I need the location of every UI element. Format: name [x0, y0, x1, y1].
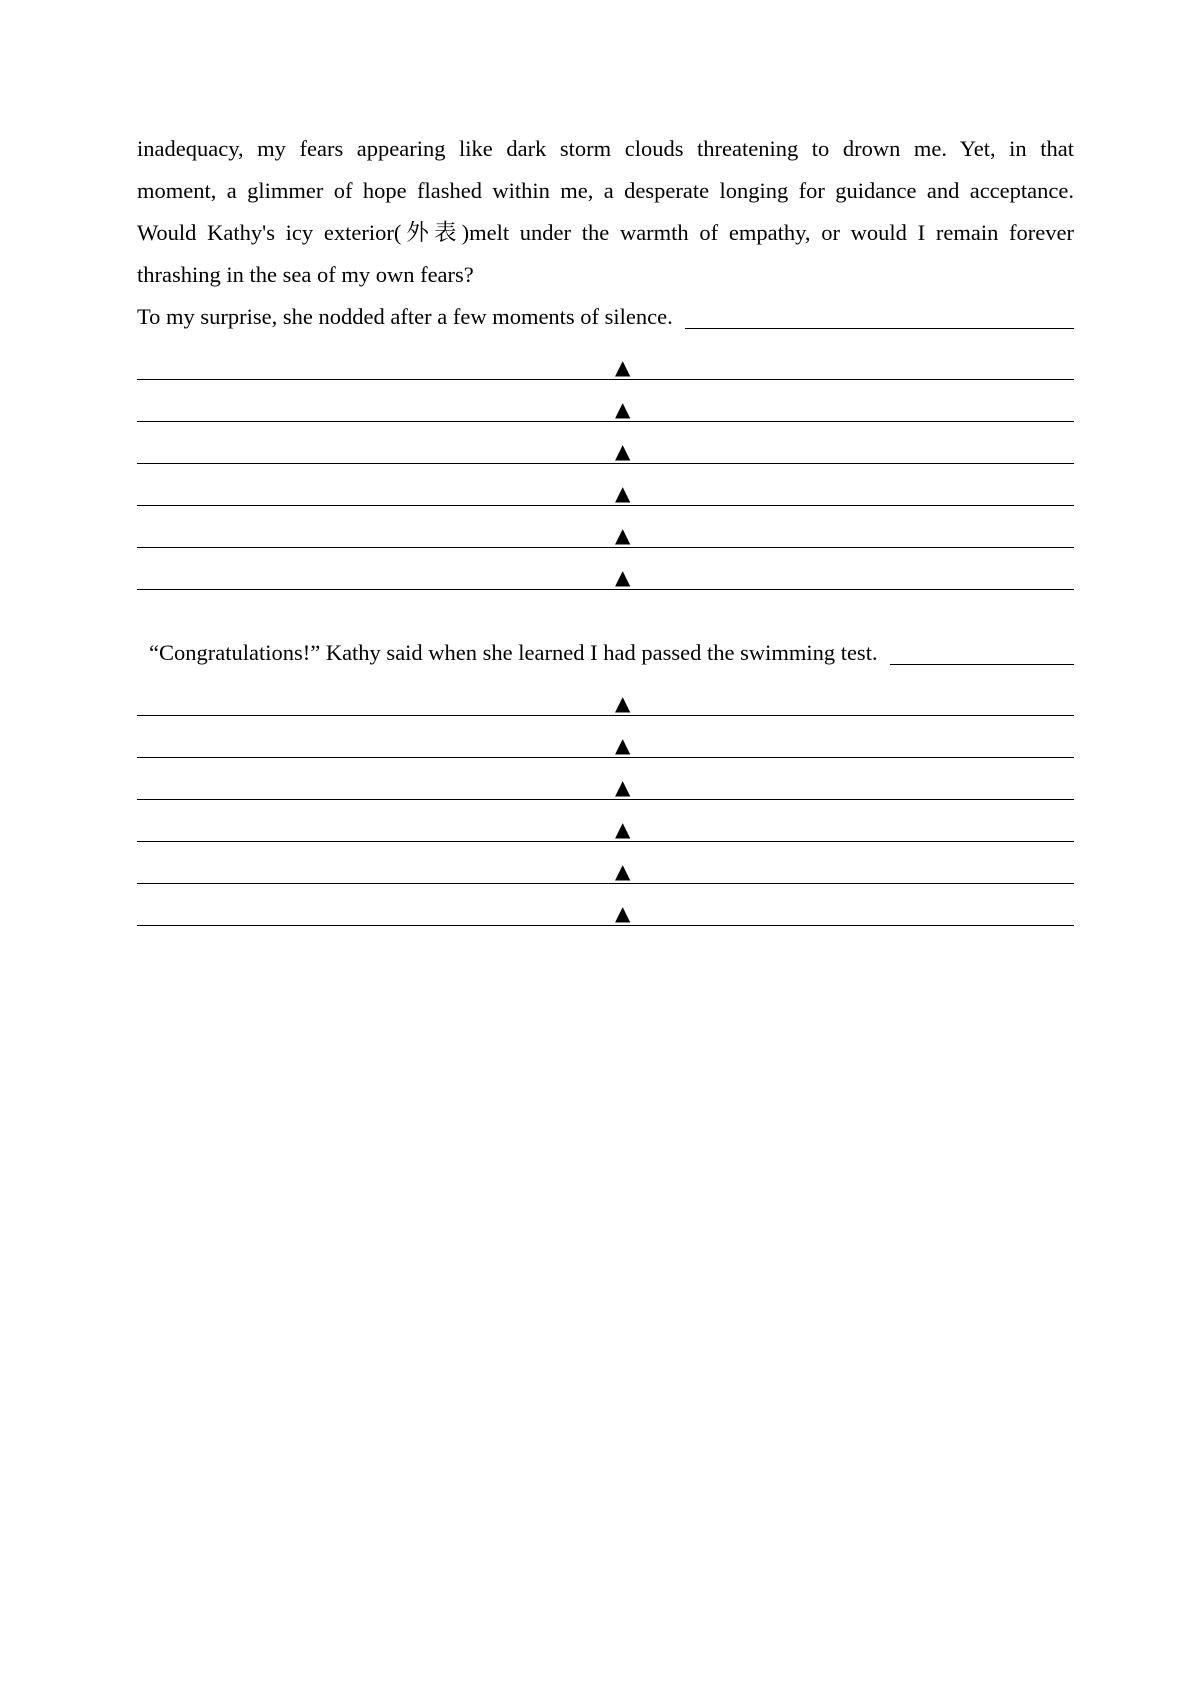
- answer-line[interactable]: [137, 422, 1074, 464]
- answer-line[interactable]: [137, 506, 1074, 548]
- writing-section-2: [137, 632, 1074, 926]
- answer-line[interactable]: [137, 548, 1074, 590]
- triangle-marker-icon: ▲: [615, 691, 631, 715]
- triangle-marker-icon: ▲: [615, 397, 631, 421]
- section-2-prompt: “Congratulations!” Kathy said when she learned I had passed the swimming test.: [149, 640, 878, 665]
- section-1-prompt-row: [137, 296, 1074, 338]
- answer-line[interactable]: [137, 716, 1074, 758]
- passage: [137, 128, 1074, 296]
- triangle-marker-icon: ▲: [615, 817, 631, 841]
- document-page: [137, 128, 1074, 926]
- triangle-marker-icon: ▲: [615, 901, 631, 925]
- writing-section-1: [137, 296, 1074, 590]
- passage-line: inadequacy, my fears appearing like dark storm clouds threatening to drown me. Yet, in that: [137, 136, 1074, 161]
- passage-line: moment, a glimmer of hope flashed within me, a desperate longing for guidance and acceptance.: [137, 178, 1074, 203]
- section-1-prompt: To my surprise, she nodded after a few moments of silence.: [137, 304, 673, 329]
- answer-line[interactable]: [137, 800, 1074, 842]
- triangle-marker-icon: ▲: [615, 775, 631, 799]
- answer-line[interactable]: [137, 464, 1074, 506]
- answer-line[interactable]: [137, 380, 1074, 422]
- triangle-marker-icon: ▲: [615, 565, 631, 589]
- answer-line[interactable]: [137, 758, 1074, 800]
- passage-line: Would Kathy's icy exterior(外表)melt under the warmth of empathy, or would I remain forever: [137, 220, 1074, 245]
- triangle-marker-icon: ▲: [615, 355, 631, 379]
- triangle-marker-icon: ▲: [615, 439, 631, 463]
- triangle-marker-icon: ▲: [615, 523, 631, 547]
- triangle-marker-icon: ▲: [615, 859, 631, 883]
- section-gap: [137, 590, 1074, 632]
- answer-line[interactable]: [137, 884, 1074, 926]
- passage-line: thrashing in the sea of my own fears?: [137, 262, 474, 287]
- triangle-marker-icon: ▲: [615, 733, 631, 757]
- triangle-marker-icon: ▲: [615, 481, 631, 505]
- answer-blank[interactable]: [890, 634, 1074, 665]
- answer-line[interactable]: [137, 842, 1074, 884]
- answer-line[interactable]: [137, 338, 1074, 380]
- answer-blank[interactable]: [685, 298, 1074, 329]
- answer-line[interactable]: [137, 674, 1074, 716]
- section-2-prompt-row: [137, 632, 1074, 674]
